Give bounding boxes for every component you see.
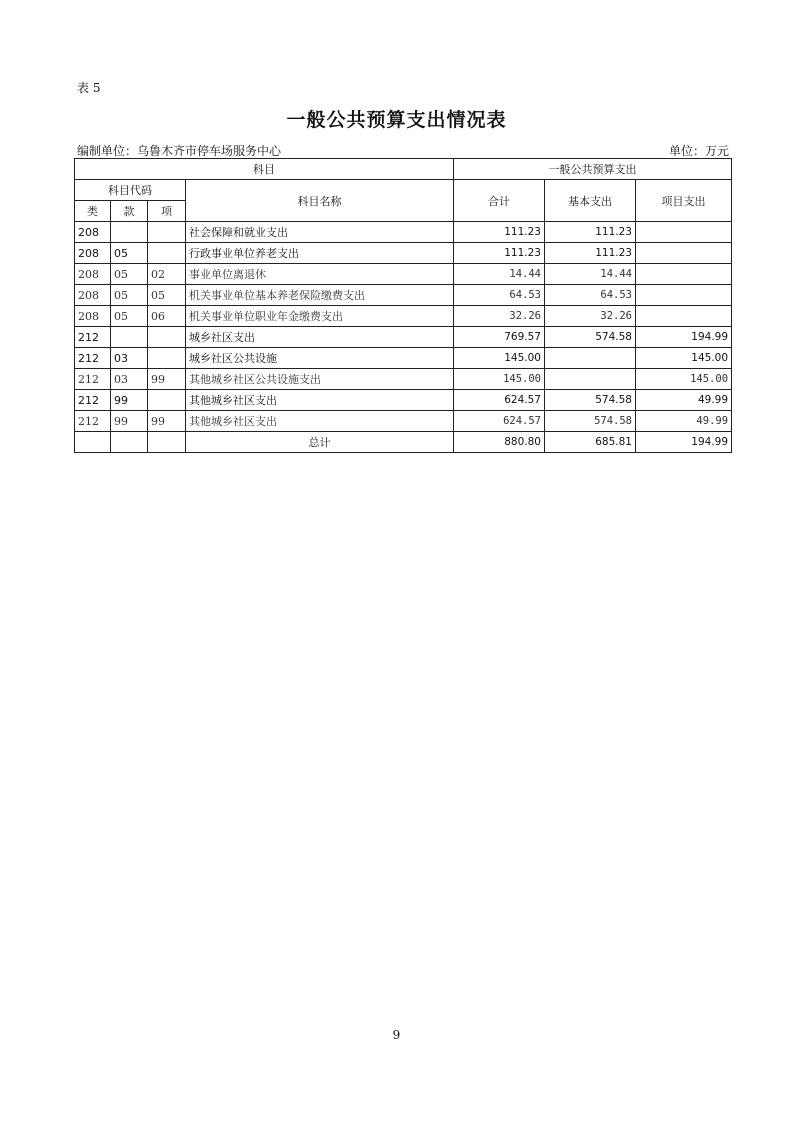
cell-basic: 574.58: [545, 327, 636, 348]
cell-kuan: [111, 222, 148, 243]
cell-xiang: 02: [148, 264, 186, 285]
total-row: [75, 432, 732, 453]
cell-xiang: [148, 243, 186, 264]
cell-kuan: 05: [111, 243, 148, 264]
table-row: [75, 369, 732, 390]
cell-xiang: [148, 390, 186, 411]
cell-xiang: [148, 222, 186, 243]
cell-total: 880.80: [454, 432, 545, 453]
cell-total: 624.57: [454, 411, 545, 432]
total-label: 总计: [186, 432, 454, 453]
header-xiang: 项: [148, 201, 186, 222]
cell-kuan: 03: [111, 348, 148, 369]
cell-kuan: 05: [111, 264, 148, 285]
cell-kuan: [111, 327, 148, 348]
cell-name: 行政事业单位养老支出: [186, 243, 454, 264]
cell-project: [636, 243, 732, 264]
cell-project: [636, 285, 732, 306]
header-code: 科目代码: [75, 180, 186, 201]
cell-xiang: 06: [148, 306, 186, 327]
cell-total: 111.23: [454, 222, 545, 243]
cell-lei: 212: [75, 390, 111, 411]
table-row: [75, 411, 732, 432]
cell-lei: 208: [75, 285, 111, 306]
cell-lei: 208: [75, 264, 111, 285]
cell-project: [636, 306, 732, 327]
cell-total: 624.57: [454, 390, 545, 411]
cell-xiang: 05: [148, 285, 186, 306]
cell-kuan: 99: [111, 411, 148, 432]
cell-name: 其他城乡社区支出: [186, 411, 454, 432]
cell-project: 49.99: [636, 390, 732, 411]
cell-lei: 208: [75, 306, 111, 327]
cell-total: 145.00: [454, 369, 545, 390]
table-row: [75, 327, 732, 348]
cell-lei: 212: [75, 369, 111, 390]
budget-table: [74, 158, 732, 453]
table-label: 表 5: [77, 81, 101, 95]
cell-basic: 32.26: [545, 306, 636, 327]
header-basic: 基本支出: [545, 180, 636, 222]
cell-basic: 685.81: [545, 432, 636, 453]
cell-name: 城乡社区公共设施: [186, 348, 454, 369]
cell-xiang: [148, 348, 186, 369]
cell-lei: 212: [75, 327, 111, 348]
cell-total: 145.00: [454, 348, 545, 369]
header-project: 项目支出: [636, 180, 732, 222]
cell-basic: [545, 369, 636, 390]
header-name: 科目名称: [186, 180, 454, 222]
table-row: [75, 285, 732, 306]
cell-project: [636, 264, 732, 285]
cell-total: 32.26: [454, 306, 545, 327]
page-number: 9: [392, 1028, 401, 1042]
cell-kuan: 05: [111, 285, 148, 306]
cell-empty: [111, 432, 148, 453]
cell-kuan: 05: [111, 306, 148, 327]
cell-total: 64.53: [454, 285, 545, 306]
cell-total: 14.44: [454, 264, 545, 285]
cell-project: 145.00: [636, 369, 732, 390]
cell-name: 社会保障和就业支出: [186, 222, 454, 243]
cell-total: 769.57: [454, 327, 545, 348]
cell-xiang: 99: [148, 369, 186, 390]
cell-total: 111.23: [454, 243, 545, 264]
table-row: [75, 243, 732, 264]
cell-kuan: 99: [111, 390, 148, 411]
cell-name: 机关事业单位职业年金缴费支出: [186, 306, 454, 327]
cell-empty: [75, 432, 111, 453]
header-budget-group: 一般公共预算支出: [454, 159, 732, 180]
cell-name: 机关事业单位基本养老保险缴费支出: [186, 285, 454, 306]
page-title: 一般公共预算支出情况表: [286, 109, 507, 131]
header-subject: 科目: [75, 159, 454, 180]
compiling-unit: 编制单位：乌鲁木齐市停车场服务中心: [77, 144, 282, 158]
cell-project: 194.99: [636, 327, 732, 348]
header-lei: 类: [75, 201, 111, 222]
cell-empty: [148, 432, 186, 453]
header-total: 合计: [454, 180, 545, 222]
cell-name: 城乡社区支出: [186, 327, 454, 348]
cell-project: 49.99: [636, 411, 732, 432]
cell-xiang: 99: [148, 411, 186, 432]
cell-lei: 212: [75, 411, 111, 432]
cell-basic: 574.58: [545, 411, 636, 432]
cell-name: 其他城乡社区支出: [186, 390, 454, 411]
cell-basic: 111.23: [545, 222, 636, 243]
table-row: [75, 390, 732, 411]
cell-basic: 111.23: [545, 243, 636, 264]
cell-basic: 14.44: [545, 264, 636, 285]
cell-lei: 208: [75, 243, 111, 264]
cell-basic: 574.58: [545, 390, 636, 411]
cell-project: 194.99: [636, 432, 732, 453]
currency-unit: 单位：万元: [668, 144, 729, 158]
cell-lei: 212: [75, 348, 111, 369]
table-row: [75, 348, 732, 369]
cell-project: [636, 222, 732, 243]
cell-project: 145.00: [636, 348, 732, 369]
table-row: [75, 222, 732, 243]
cell-basic: [545, 348, 636, 369]
header-kuan: 款: [111, 201, 148, 222]
cell-kuan: 03: [111, 369, 148, 390]
table-row: [75, 264, 732, 285]
cell-name: 其他城乡社区公共设施支出: [186, 369, 454, 390]
cell-xiang: [148, 327, 186, 348]
cell-lei: 208: [75, 222, 111, 243]
table-row: [75, 306, 732, 327]
cell-basic: 64.53: [545, 285, 636, 306]
cell-name: 事业单位离退休: [186, 264, 454, 285]
